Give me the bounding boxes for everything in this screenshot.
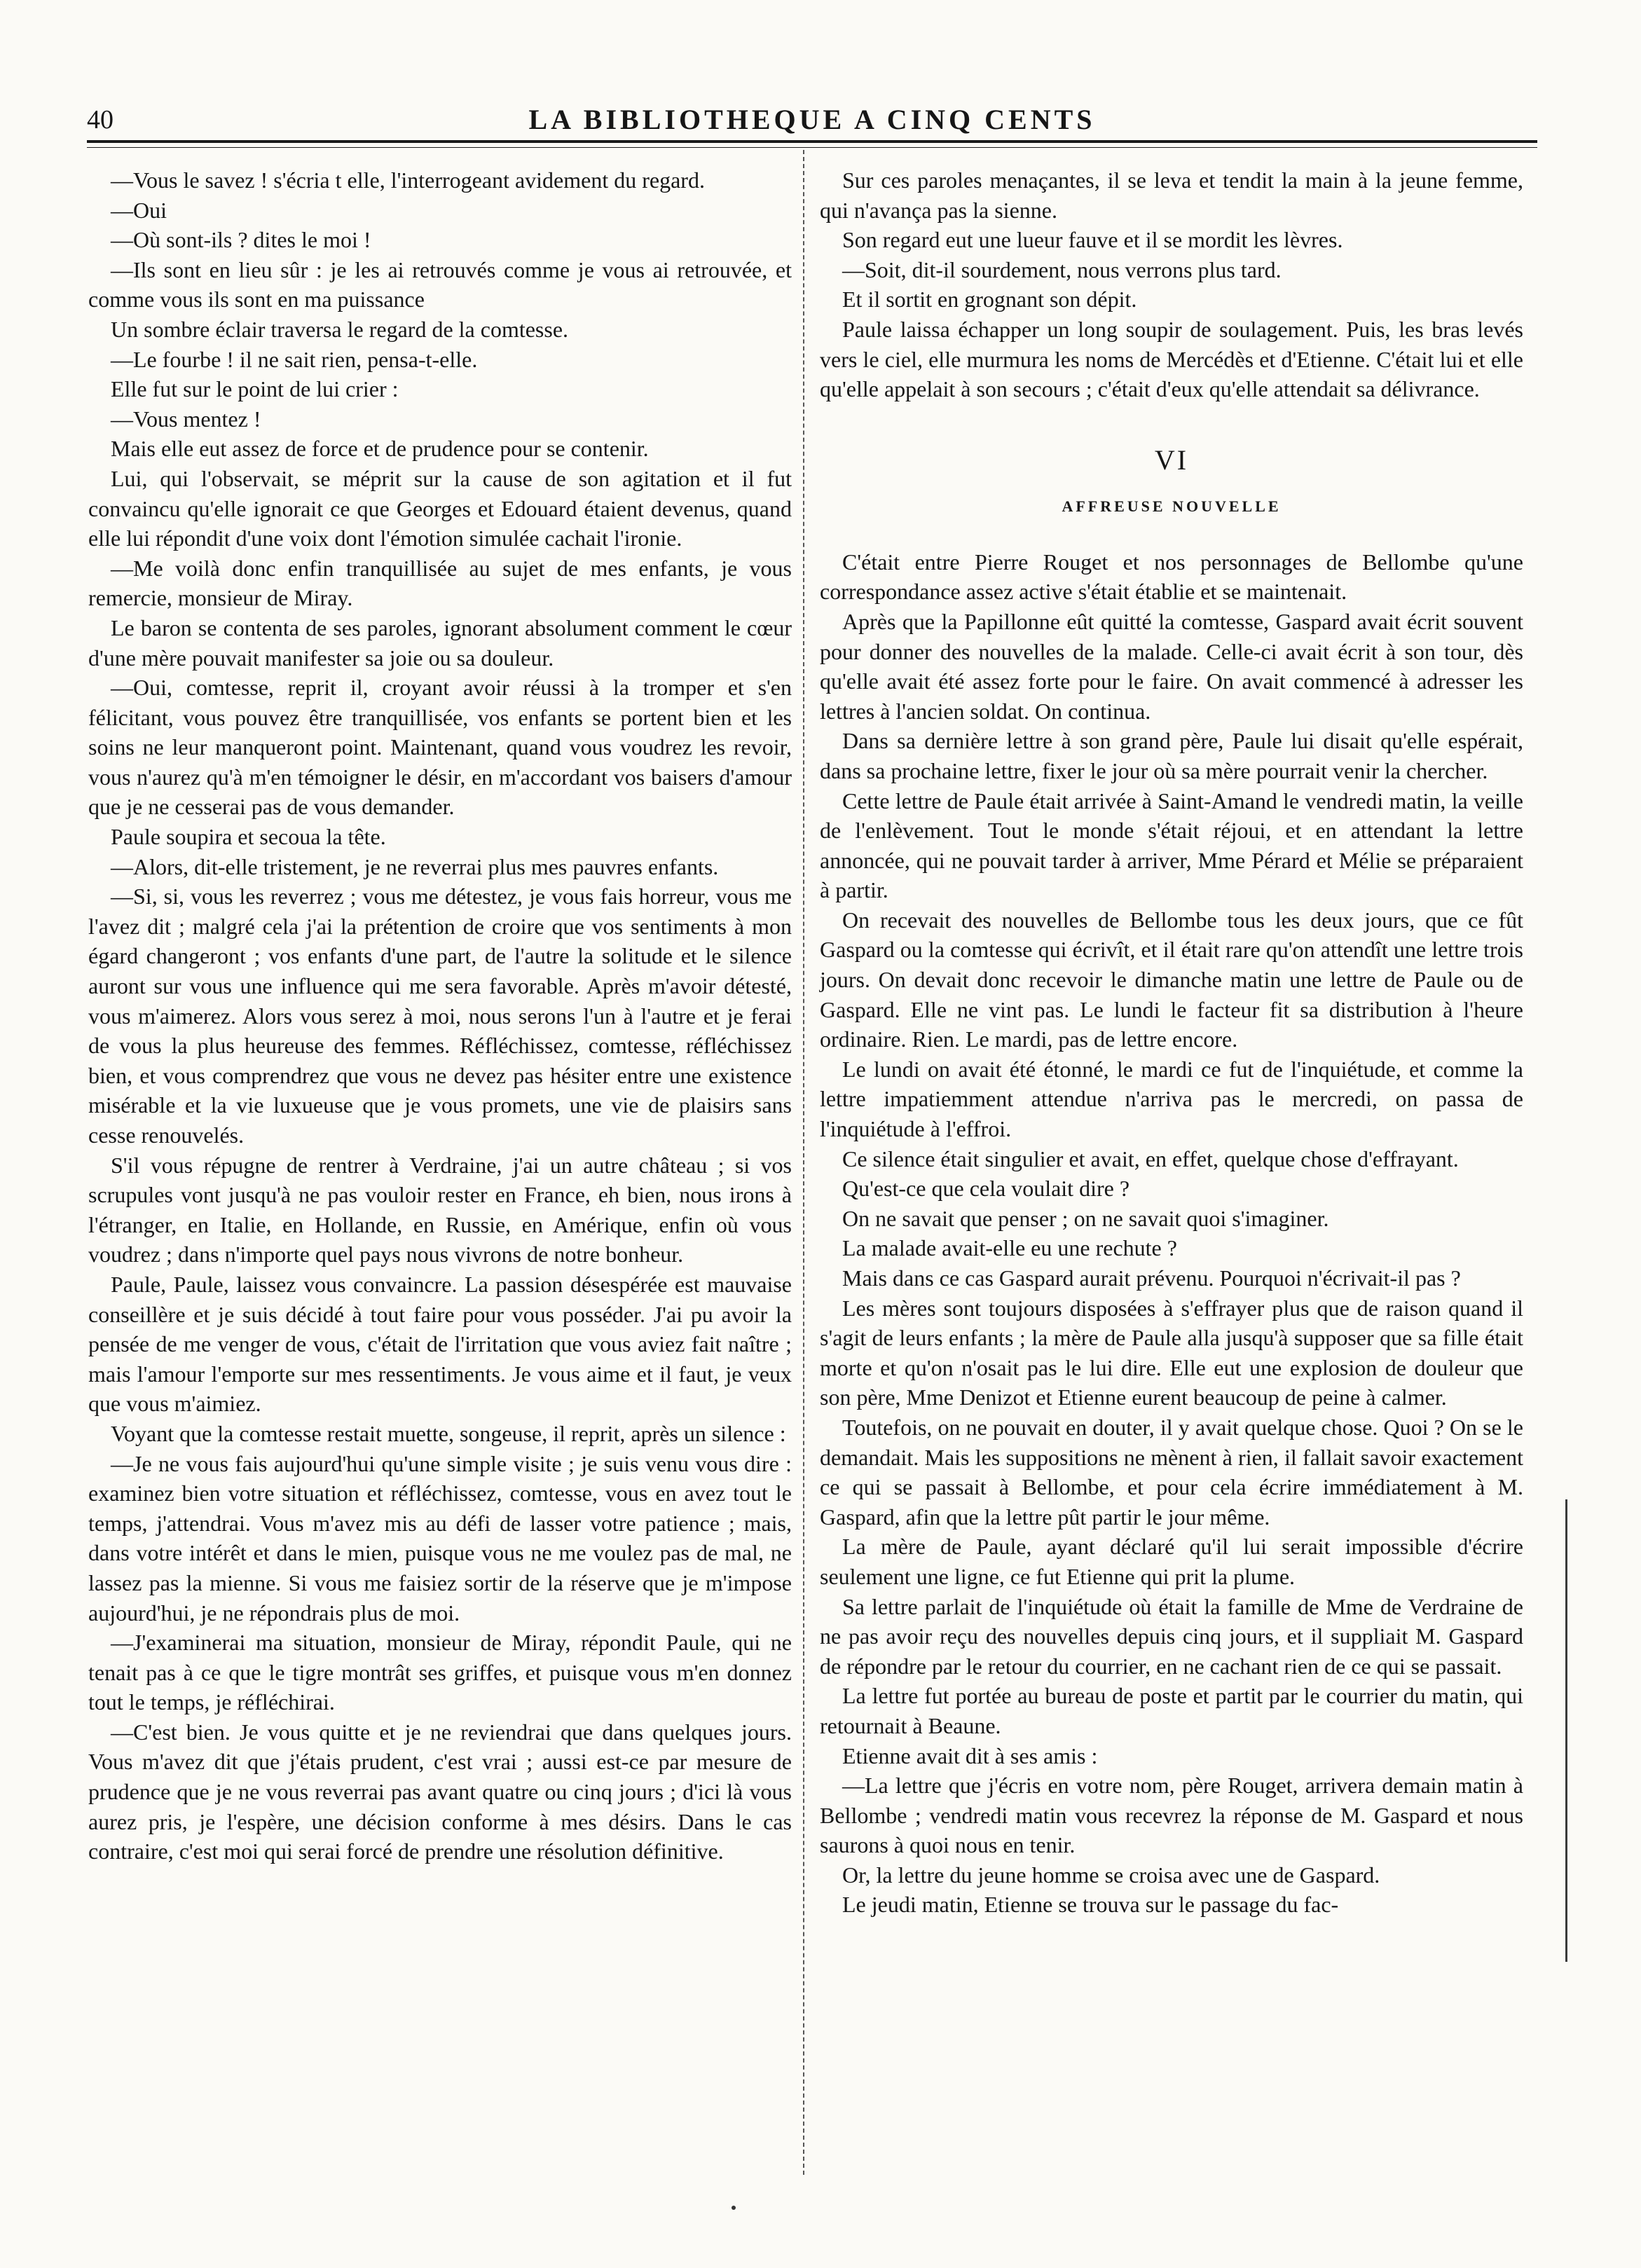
paragraph: Le baron se contenta de ses paroles, ignorant absolument comment le cœur d'une mère pouvait manifester sa joie ou sa douleur. <box>88 614 792 671</box>
paragraph: On ne savait que penser ; on ne savait quoi s'imaginer. <box>842 1205 1329 1231</box>
paragraph: —Vous le savez ! s'écria t elle, l'interrogeant avidement du regard. <box>111 167 705 193</box>
paragraph: —Le fourbe ! il ne sait rien, pensa-t-elle. <box>111 346 478 372</box>
paragraph: Voyant que la comtesse restait muette, songeuse, il reprit, après un silence : <box>111 1420 786 1446</box>
paragraph: Le jeudi matin, Etienne se trouva sur le passage du fac- <box>842 1892 1339 1918</box>
chapter-number: VI <box>1154 444 1189 476</box>
paragraph: Sur ces paroles menaçantes, il se leva et tendit la main à la jeune femme, qui n'avança pas la sienne. <box>820 167 1523 223</box>
paragraph: Le lundi on avait été étonné, le mardi ce fut de l'inquiétude, et comme la lettre impatiemment attendue n'arriva pas le mercredi, on passa de l'inquiétude à l'effroi. <box>820 1056 1523 1142</box>
paragraph: —Alors, dit-elle tristement, je ne reverrai plus mes pauvres enfants. <box>111 853 719 879</box>
running-title: LA BIBLIOTHEQUE A CINQ CENTS <box>528 104 1096 135</box>
header-rule-thin <box>87 147 1537 148</box>
paragraph: —Oui <box>111 197 167 223</box>
paragraph: S'il vous répugne de rentrer à Verdraine, j'ai un autre château ; si vos scrupules vont jusqu'à ne pas vouloir rester en France, eh bien, nous irons à l'étranger, en Italie, en Hollande, en Russie, en Amérique, enfin où vous voudrez ; dans n'importe quel pays nous vivrons de notre bonheur. <box>88 1152 792 1267</box>
paragraph: Mais dans ce cas Gaspard aurait prévenu. Pourquoi n'écrivait-il pas ? <box>842 1265 1461 1291</box>
paragraph: Les mères sont toujours disposées à s'effrayer plus que de raison quand il s'agit de leurs enfants ; la mère de Paule alla jusqu'à supposer que sa fille était morte et qu'on n'osait pas le lui dire. Elle eut une explosion de douleur que son père, Mme Denizot et Etienne eurent beaucoup de peine à calmer. <box>820 1295 1523 1410</box>
chapter-title: AFFREUSE NOUVELLE <box>1062 497 1282 515</box>
paragraph: Or, la lettre du jeune homme se croisa avec une de Gaspard. <box>842 1862 1380 1888</box>
paragraph: Elle fut sur le point de lui crier : <box>111 376 399 402</box>
paragraph: —Me voilà donc enfin tranquillisée au sujet de mes enfants, je vous remercie, monsieur de Miray. <box>88 555 792 611</box>
paragraph: On recevait des nouvelles de Bellombe tous les deux jours, que ce fût Gaspard ou la comtesse qui écrivît, et il était rare qu'on attendît une lettre trois jours. On devait donc recevoir le dimanche matin une lettre de Paule ou de Gaspard. Elle ne vint pas. Le lundi le facteur fit sa distribution à l'heure ordinaire. Rien. Le mardi, pas de lettre encore. <box>820 907 1523 1052</box>
paragraph: Mais elle eut assez de force et de prudence pour se contenir. <box>111 436 649 462</box>
paragraph: —Où sont-ils ? dites le moi ! <box>111 227 371 253</box>
paragraph: —C'est bien. Je vous quitte et je ne reviendrai que dans quelques jours. Vous m'avez dit que j'étais prudent, c'est vrai ; aussi est-ce par mesure de prudence que je ne vous reverrai pas avant quatre ou cinq jours ; d'ici là vous aurez pris, je l'espère, une décision conforme à mes désirs. Dans le cas contraire, c'est moi qui serai forcé de prendre une résolution définitive. <box>88 1719 792 1864</box>
right-column <box>820 165 1523 1920</box>
paragraph: —Ils sont en lieu sûr : je les ai retrouvés comme je vous ai retrouvée, et comme vous ils sont en ma puissance <box>88 256 792 312</box>
column-divider <box>803 150 804 2175</box>
paragraph: La mère de Paule, ayant déclaré qu'il lui serait impossible d'écrire seulement une ligne, ce fut Etienne qui prit la plume. <box>820 1534 1523 1589</box>
paragraph: Qu'est-ce que cela voulait dire ? <box>842 1176 1130 1202</box>
paragraph: —Je ne vous fais aujourd'hui qu'une simple visite ; je suis venu vous dire : examinez bien votre situation et réfléchissez, comtesse, vous en avez tout le temps, j'attendrai. Vous m'avez mis au défi de lasser votre patience ; mais, dans votre intérêt et dans le mien, puisque vous ne me voulez pas de mal, ne lassez pas la mienne. Si vous me faisiez sortir de la réserve que je m'impose aujourd'hui, je ne répondrais plus de moi. <box>88 1450 792 1626</box>
paragraph: C'était entre Pierre Rouget et nos personnages de Bellombe qu'une correspondance assez active s'était établie et se maintenait. <box>820 549 1523 605</box>
page-header <box>87 99 1537 140</box>
paragraph: —Soit, dit-il sourdement, nous verrons plus tard. <box>842 256 1282 282</box>
paragraph: —La lettre que j'écris en votre nom, père Rouget, arrivera demain matin à Bellombe ; vendredi matin vous recevrez la réponse de M. Gaspard et nous saurons à quoi nous en tenir. <box>820 1773 1523 1858</box>
paragraph: La lettre fut portée au bureau de poste et partit par le courrier du matin, qui retournait à Beaune. <box>820 1683 1523 1738</box>
paragraph: Paule, Paule, laissez vous convaincre. La passion désespérée est mauvaise conseillère et je suis décidé à tout faire pour vous posséder. J'ai pu avoir la pensée de me venger de vous, c'était de l'irritation que vous aviez fait naître ; mais l'amour l'emporte sur mes ressentiments. Je vous aime et il faut, je veux que vous m'aimiez. <box>88 1271 792 1417</box>
paragraph: Toutefois, on ne pouvait en douter, il y avait quelque chose. Quoi ? On se le demandait. Mais les suppositions ne mènent à rien, il fallait savoir exactement ce qui se passait à Bellombe, et pour cela écrire immédiatement à M. Gaspard, afin que la lettre pût partir le jour même. <box>820 1414 1523 1530</box>
paragraph: Paule laissa échapper un long soupir de soulagement. Puis, les bras levés vers le ciel, elle murmura les noms de Mercédès et d'Etienne. C'était lui et elle qu'elle appelait à son secours ; c'était d'eux qu'elle attendait sa délivrance. <box>820 316 1523 402</box>
paragraph: Après que la Papillonne eût quitté la comtesse, Gaspard avait écrit souvent pour donner des nouvelles de la malade. Celle-ci avait écrit à son tour, dès qu'elle avait été assez forte pour le faire. On avait commencé à adresser les lettres à l'ancien soldat. On continua. <box>820 608 1523 724</box>
paragraph: —J'examinerai ma situation, monsieur de Miray, répondit Paule, qui ne tenait pas à ce que le tigre montrât ses griffes, et puisque vous m'en donnez tout le temps, je réfléchirai. <box>88 1630 792 1715</box>
binding-edge-mark <box>1565 1499 1567 1962</box>
paragraph: Lui, qui l'observait, se méprit sur la cause de son agitation et il fut convaincu qu'elle ignorait ce que Georges et Edouard étaient devenus, quand elle lui répondit d'une voix dont l'émotion simulée cachait l'ironie. <box>88 465 792 551</box>
ink-speck <box>732 2206 736 2210</box>
paragraph: Paule soupira et secoua la tête. <box>111 824 386 850</box>
paragraph: Sa lettre parlait de l'inquiétude où était la famille de Mme de Verdraine de ne pas avoir reçu des nouvelles depuis cinq jours, et il suppliait M. Gaspard de répondre par le retour du courrier, en ne cachant rien de ce qui se passait. <box>820 1593 1523 1679</box>
paragraph: —Si, si, vous les reverrez ; vous me détestez, je vous fais horreur, vous me l'avez dit ; malgré cela j'ai la prétention de croire que vos sentiments à mon égard changeront ; vos enfants d'une part, de l'autre la solitude et le silence auront sur vous une influence qui me sera favorable. Après m'avoir détesté, vous m'aimerez. Alors vous serez à moi, nous serons l'un à l'autre et je ferai de vous la plus heureuse des femmes. Réfléchissez, comtesse, réfléchissez bien, et vous comprendrez que vous ne devez pas hésiter entre une existence misérable et la vie luxueuse que je vous promets, une vie de plaisirs sans cesse renouvelés. <box>88 884 792 1148</box>
paragraph: Et il sortit en grognant son dépit. <box>842 287 1137 312</box>
left-column <box>88 165 792 1867</box>
page-number: 40 <box>87 105 114 135</box>
paragraph: Un sombre éclair traversa le regard de la comtesse. <box>111 316 569 342</box>
paragraph: Son regard eut une lueur fauve et il se mordit les lèvres. <box>842 227 1343 253</box>
paragraph: Etienne avait dit à ses amis : <box>842 1743 1098 1768</box>
paragraph: La malade avait-elle eu une rechute ? <box>842 1235 1177 1261</box>
paragraph: Dans sa dernière lettre à son grand père, Paule lui disait qu'elle espérait, dans sa prochaine lettre, fixer le jour où sa mère pourrait venir la chercher. <box>820 728 1523 783</box>
paragraph: —Oui, comtesse, reprit il, croyant avoir réussi à la tromper et s'en félicitant, vous pouvez être tranquillisée, vos enfants se portent bien et les soins ne leur manqueront point. Maintenant, quand vous voudrez les revoir, vous n'aurez qu'à m'en témoigner le désir, en m'accordant vos baisers d'amour que je ne cesserai pas de vous demander. <box>88 675 792 820</box>
paragraph: Cette lettre de Paule était arrivée à Saint-Amand le vendredi matin, la veille de l'enlèvement. Tout le monde s'était réjoui, et en attendant la lettre annoncée, qui ne pouvait tarder à arriver, Mme Pérard et Mélie se préparaient à partir. <box>820 788 1523 903</box>
paragraph: Ce silence était singulier et avait, en effet, quelque chose d'effrayant. <box>842 1146 1459 1171</box>
header-rule <box>87 140 1537 143</box>
paragraph: —Vous mentez ! <box>111 406 261 432</box>
